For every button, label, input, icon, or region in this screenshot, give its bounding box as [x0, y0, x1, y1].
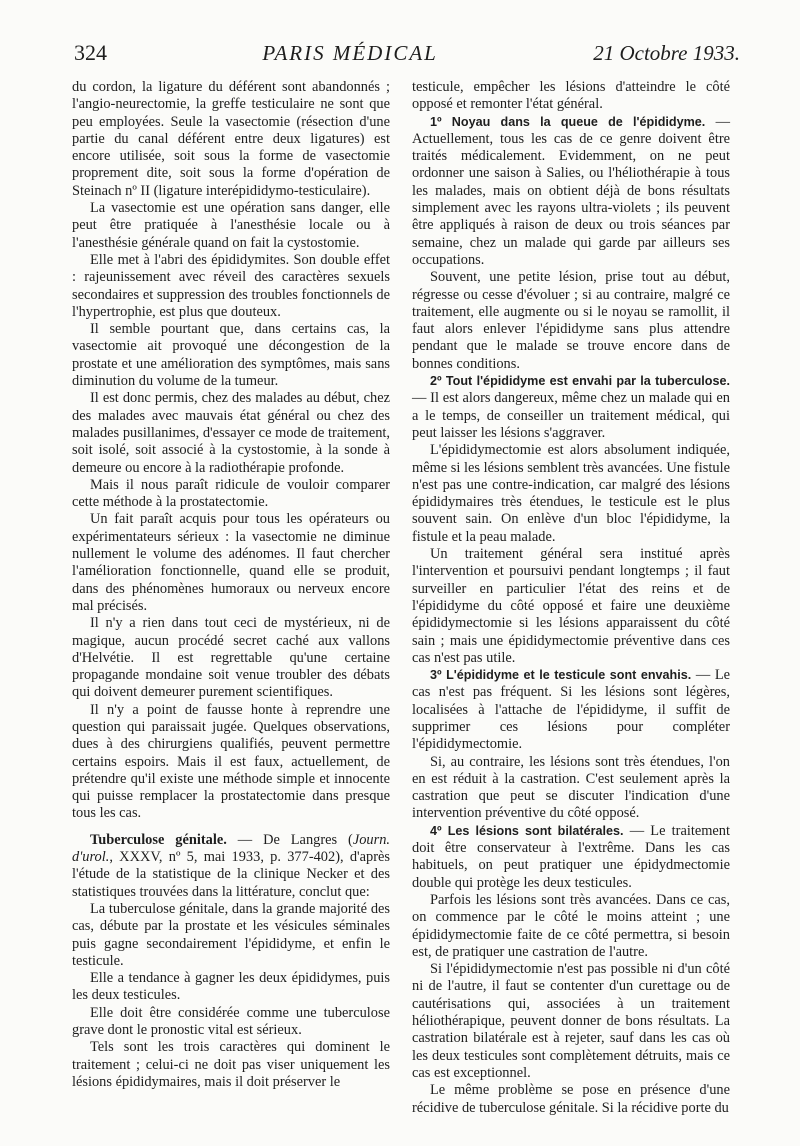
section-heading: 4º Les lésions sont bilatérales. — [430, 823, 624, 838]
section-2 — [412, 373, 730, 442]
paragraph: Elle a tendance à gagner les deux épididymes, puis les deux testicules. — [72, 970, 390, 1004]
paragraph: La tuberculose génitale, dans la grande majorité des cas, débute par la prostate et les vésicules séminales puis gagne secondairement l'épididyme, et enfin le testicule. — [72, 900, 390, 969]
section-heading: 3º L'épididyme et le testicule sont envahis. — [430, 668, 692, 683]
paragraph: Tels sont les trois caractères qui dominent le traitement ; celui-ci ne doit pas viser uniquement les lésions épididymaires, mais il doit préserver le — [72, 1039, 390, 1090]
journal-title: PARIS MÉDICAL — [262, 41, 438, 65]
paragraph: Il n'y a point de fausse honte à reprendre une question qui paraissait jugée. Quelques observations, dues à des chirurgiens qualifiés, peuvent permettre certains espoirs. Mais il est faux, actuellement, de prétendre qu'il existe une méthode simple et innocente qui puisse remplacer la prostatectomie dans presque tous les cas. — [72, 701, 390, 822]
section-heading: 1º Noyau dans la queue de l'épididyme. — [430, 114, 706, 129]
left-column — [72, 79, 390, 1091]
paragraph: Elle doit être considérée comme une tuberculose grave dont le pronostic vital est sérieux. — [72, 1004, 390, 1039]
section-1 — [412, 114, 730, 270]
issue-date: 21 Octobre 1933. — [593, 41, 740, 65]
section-3 — [412, 667, 730, 753]
section-text: — Le traitement doit être conservateur à l'extrême. Dans les cas habituels, on peut pratiquer une épidydmectomie double qui protège les deux testicules. — [412, 822, 730, 891]
tuberculosis-abstract-intro — [72, 832, 390, 901]
paragraph: Un traitement général sera institué après l'intervention et poursuivi pendant longtemps ; il faut surveiller en particulier l'état des reins et de l'épididyme du côté opposé et faire une deuxième épididymectomie si les lésions apparaissent du côté sain ; mais une épididymectomie préventive dans ces cas n'est pas utile. — [412, 546, 730, 666]
paragraph: Il semble pourtant que, dans certains cas, la vasectomie ait provoqué une décongestion de la prostate et une amélioration des symptômes, mais sans diminution du volume de la tumeur. — [72, 321, 390, 390]
paragraph: Mais il nous paraît ridicule de vouloir comparer cette méthode à la prostatectomie. — [72, 476, 390, 511]
journal-ref: Journ. d'urol. — [72, 831, 390, 866]
paragraph: Si, au contraire, les lésions sont très étendues, l'on en est réduit à la castration. C'est seulement après la castration que peut se discuter l'indication d'une intervention préventive du côté opposé. — [412, 753, 730, 822]
paragraph: Il est donc permis, chez des malades au début, chez des malades avec mauvais état général ou chez des malades pusillanimes, d'essayer ce mode de traitement, soit isolé, soit associé à la cystostomie, à la sonde à demeure ou encore à la radiothérapie profonde. — [72, 390, 390, 476]
paragraph: du cordon, la ligature du déférent sont abandonnés ; l'angio-neurectomie, la greffe testiculaire ne sont que peu employées. Seule la vasectomie (résection d'une partie du canal déférent entre deux ligatures) est encore utilisée, soit sous la forme de vasectomie proprement dite, soit sous la forme d'opération de Steinach nº II (ligature interépididymo-testiculaire). — [72, 79, 390, 199]
section-heading: Tuberculose génitale. — [90, 831, 227, 848]
paragraph: Elle met à l'abri des épididymites. Son double effet : rajeunissement avec réveil des caractères sexuels secondaires et suppression des troubles fonctionnels de l'hypertrophie, est plus que douteux. — [72, 251, 390, 320]
page-number: 324 — [74, 40, 107, 65]
paragraph: Parfois les lésions sont très avancées. Dans ce cas, on commence par le côté le moins atteint ; une épididymectomie faite de ce côté permettra, si besoin est, de pratiquer une castration de l'autre. — [412, 891, 730, 960]
paragraph: testicule, empêcher les lésions d'atteindre le côté opposé et remonter l'état général. — [412, 79, 730, 113]
page-header — [74, 40, 740, 74]
paragraph: Le même problème se pose en présence d'une récidive de tuberculose génitale. Si la récidive porte du — [412, 1082, 730, 1116]
paragraph: Il n'y a rien dans tout ceci de mystérieux, ni de magique, aucun procédé secret caché aux vallons d'Helvétie. Il est regrettable qu'une certaine propagande mondaine soit venue troubler des débats qui doivent demeurer purement scientifiques. — [72, 615, 390, 701]
paragraph: La vasectomie est une opération sans danger, elle peut être pratiquée à l'anesthésie locale ou à l'anesthésie générale quand on fait la cystostomie. — [72, 200, 390, 251]
paragraph: L'épididymectomie est alors absolument indiquée, même si les lésions semblent très avancées. Une fistule n'est pas une contre-indication, car malgré des lésions épididymaires très étendues, le testicule est le plus souvent sain. On enlève d'un bloc l'épididyme, la fistule et la peau malade. — [412, 442, 730, 545]
section-text: — Actuellement, tous les cas de ce genre doivent être traités médicalement. Evidemment, on ne peut ordonner une saison à Salies, ou l'héliothérapie à tous les malades, mais on obtient déjà de bons résultats simplement avec les rayons ultra-violets ; ils peuvent être appliqués à raison de deux ou trois séances par semaine, chez un malade qui garde par ailleurs ses occupations. — [412, 113, 730, 268]
paragraph: Un fait paraît acquis pour tous les opérateurs ou expérimentateurs sérieux : la vasectomie ne diminue nullement le volume des adénomes. Il faut chercher l'amélioration fonctionnelle, quand elle se produit, dans des phénomènes humoraux ou nerveux encore mal précisés. — [72, 511, 390, 614]
paragraph: Si l'épididymectomie n'est pas possible ni d'un côté ni de l'autre, il faut se contenter d'un curettage ou de cautérisations qui, associées à un traitement héliothérapique, peuvent donner de bons résultats. La castration bilatérale est à rejeter, sauf dans les cas où les deux testicules sont complètement détruits, mais ce cas est exceptionnel. — [412, 961, 730, 1081]
section-4 — [412, 823, 730, 892]
right-column — [412, 79, 730, 1117]
section-heading: 2º Tout l'épididyme est envahi par la tuberculose. — [430, 374, 730, 389]
author-ref: — De Langres ( — [226, 831, 353, 848]
section-text: — Il est alors dangereux, même chez un malade qui en a le temps, de conseiller un traitement médical, qui peut laisser les lésions s'aggraver. — [412, 390, 730, 441]
section-text: — Le cas n'est pas fréquent. Si les lésions sont légères, localisées à l'attache de l'épididyme, il suffit de supprimer ces lésions pour compléter l'épididymectomie. — [412, 667, 730, 753]
paragraph: Souvent, une petite lésion, prise tout au début, régresse ou cesse d'évoluer ; si au contraire, malgré ce traitement, elle augmente ou si le noyau se ramollit, il faut alors enlever l'épididyme sans plus attendre pendant que le malade se trouve encore dans de bonnes conditions. — [412, 269, 730, 372]
citation-text: , XXXV, nº 5, mai 1933, p. 377-402), d'après l'étude de la statistique de la clinique Necker et des statistiques trouvées dans la littérature, conclut que: — [72, 849, 390, 900]
